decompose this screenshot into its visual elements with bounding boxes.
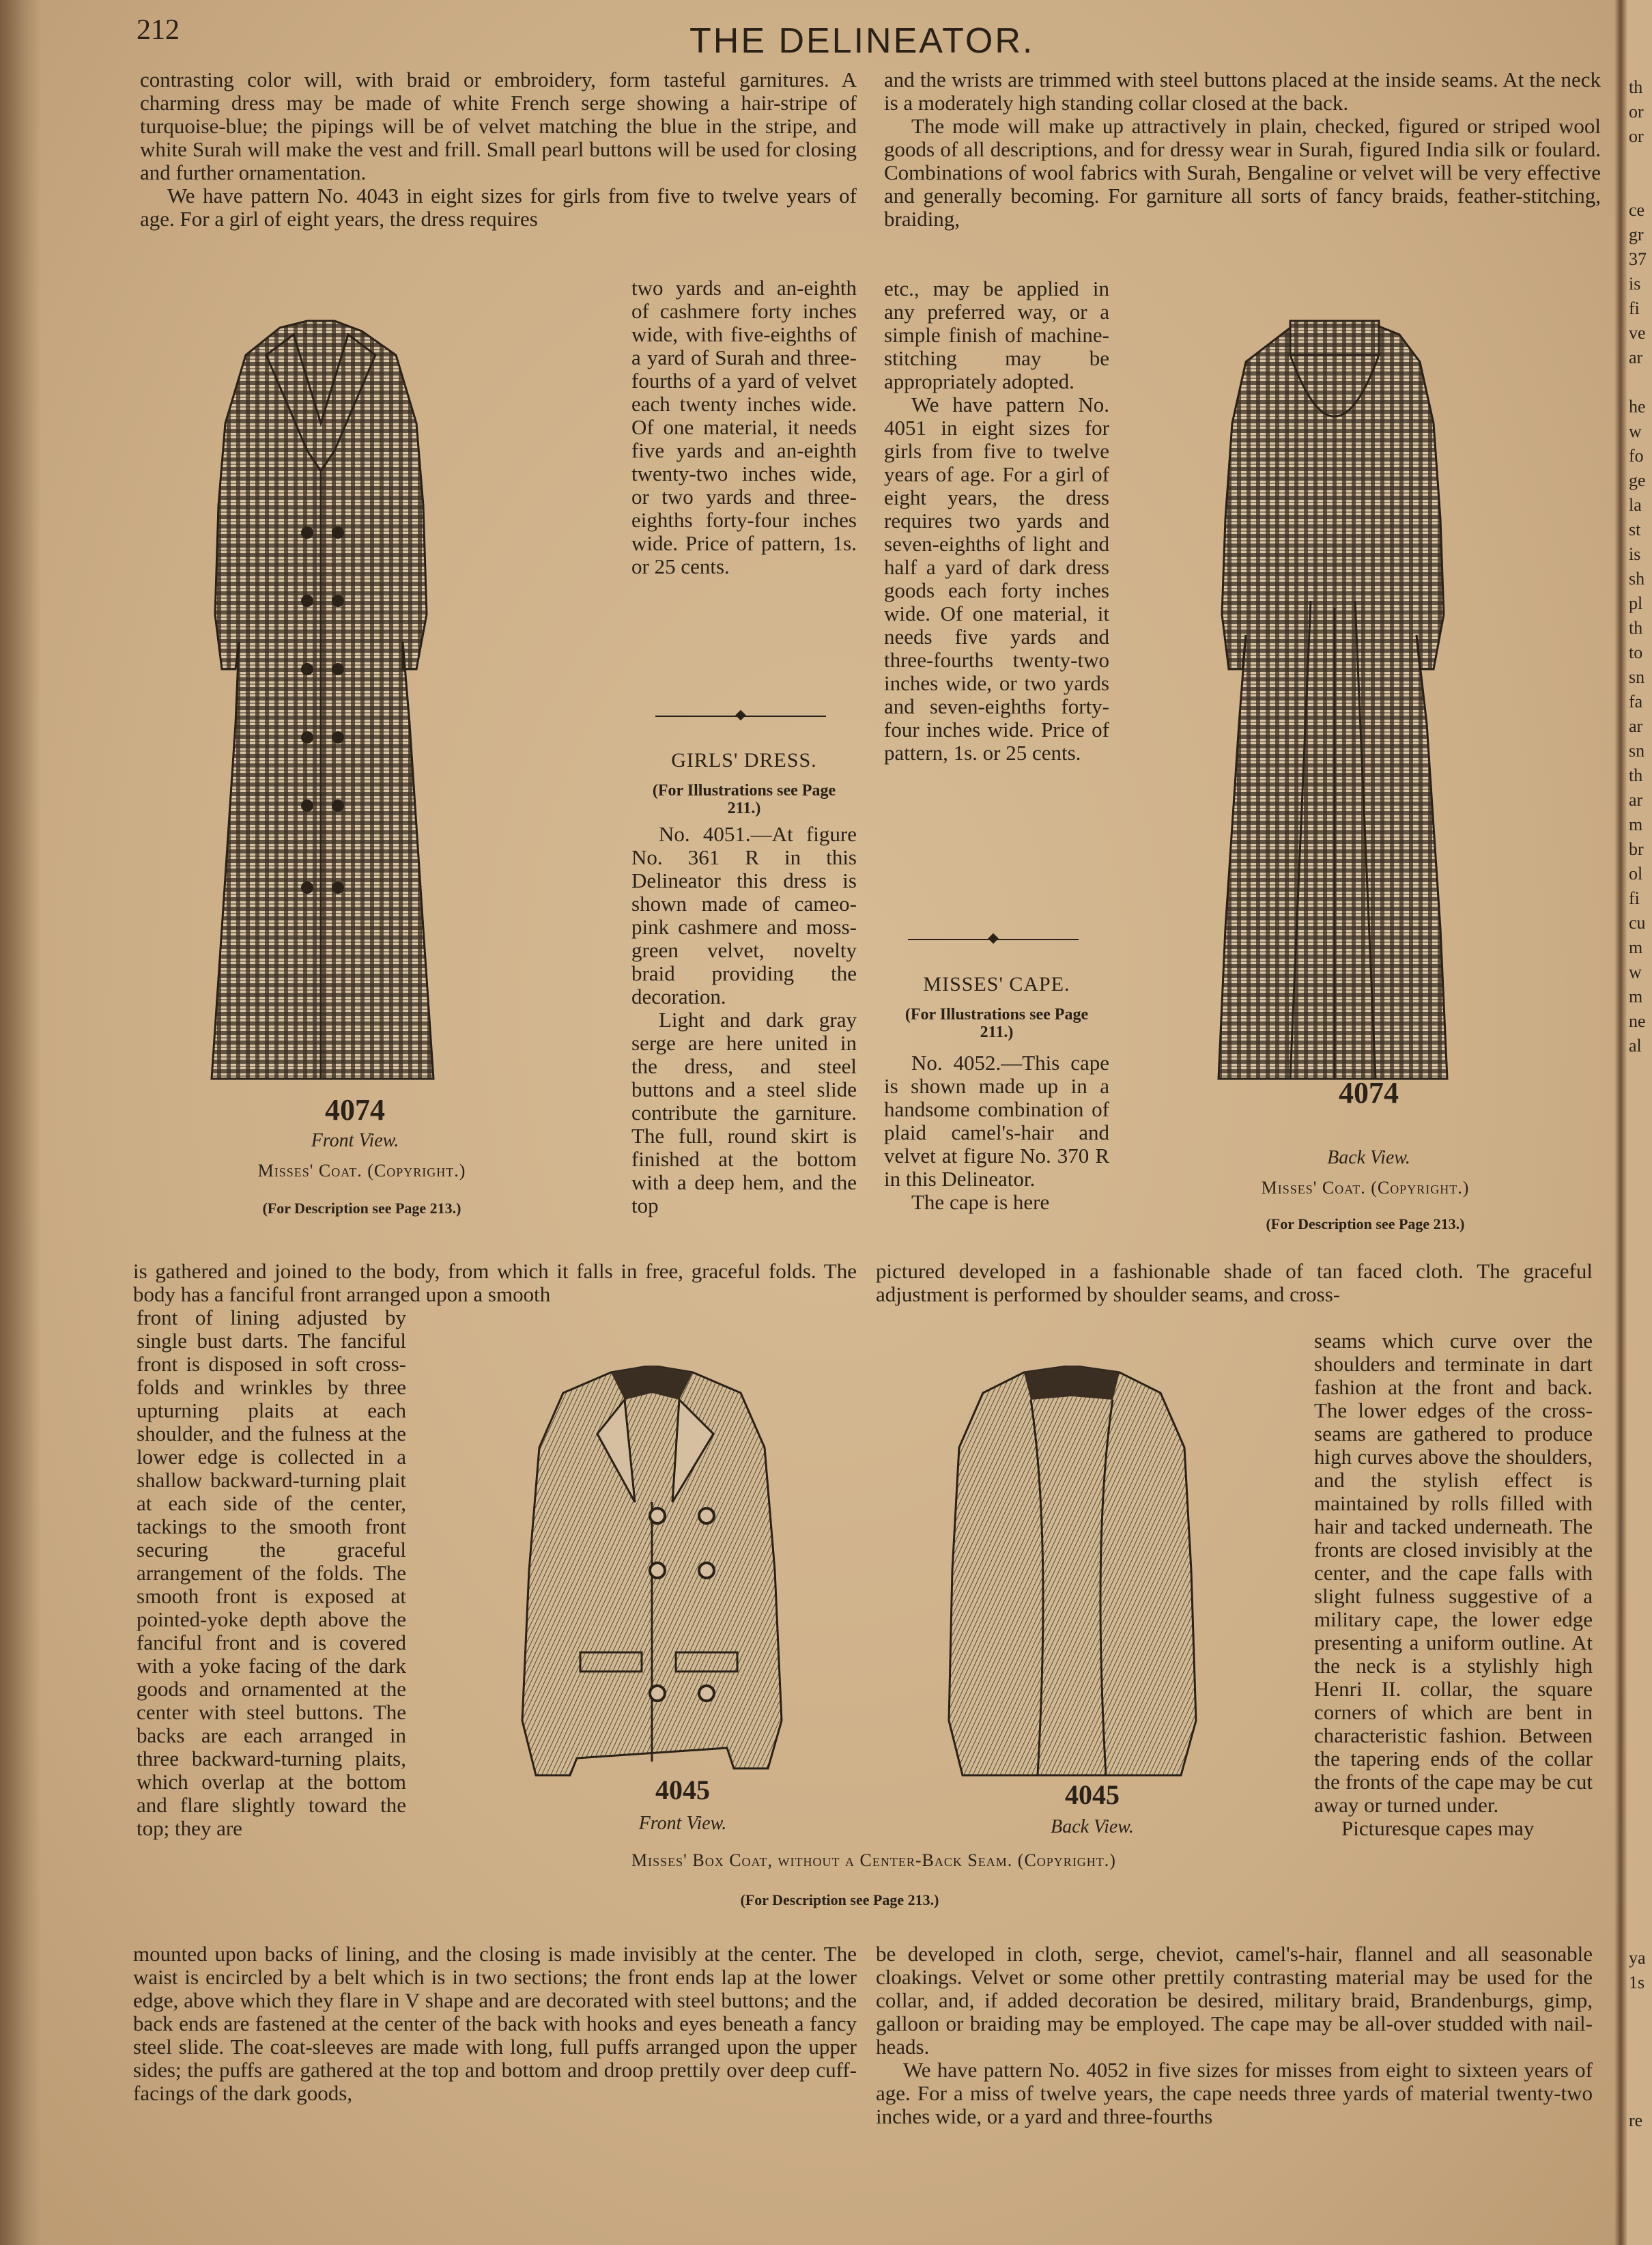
adjacent-page-fragment: ve	[1629, 323, 1646, 343]
box-coat-description-ref: (For Description see Page 213.)	[740, 1891, 939, 1908]
girls-dress-paragraph-1: No. 4051.—At figure No. 361 R in this Delineator this dress is shown made of cameo-pink cashmere and moss-green velvet, novelty braid providing the decoration.	[631, 822, 857, 1008]
mode-paragraph: The mode will make up attractively in plain, checked, figured or striped wool goods of all descriptions, and for dressy wear in Surah, figured India silk or foulard. Combinations of wool fabrics with Surah, Bengaline or velvet will be very effective and generally becoming. For garniture all sorts of fancy braids, feather-stitching, braiding,	[884, 114, 1601, 231]
cape-description-bottom	[876, 1943, 1593, 2128]
adjacent-page-fragment: 37	[1629, 249, 1647, 269]
adjacent-page-fragments	[1629, 75, 1647, 1058]
cape-description-wide: pictured developed in a fashionable shade of tan faced cloth. The graceful adjustment is performed by shoulder seams, and cross-	[876, 1259, 1593, 1306]
adjacent-page-fragment	[1629, 173, 1647, 198]
misses-cape-subhead: (For Illustrations see Page 211.)	[905, 1006, 1089, 1041]
adjacent-page-fragment: sh	[1629, 569, 1645, 589]
section-divider	[655, 716, 826, 717]
dress-4043-requirements: two yards and an-eighth of cashmere forty inches wide, with five-eighths of a yard of Surah and three-fourths of a yard of velvet each twenty inches wide. Of one material, it needs five yards and an-eighth twenty-two inches wide, or two yards and three-eighths forty-four inches wide. Price of pattern, 1s. or 25 cents.	[631, 276, 857, 578]
box-coat-front-view-label: Front View.	[638, 1813, 727, 1834]
girls-dress-subhead: (For Illustrations see Page 211.)	[652, 782, 836, 817]
coat-back-view-label: Back View.	[1327, 1147, 1410, 1168]
adjacent-page-fragment: cu	[1629, 913, 1646, 933]
adjacent-page-fragment: ge	[1629, 470, 1646, 490]
garniture-paragraph: etc., may be applied in any preferred way, or a simple finish of machine-stitching may be appropriately adopted.	[884, 277, 1109, 393]
adjacent-page-fragment: 1s	[1629, 1973, 1645, 1992]
box-coat-front-illustration	[515, 1366, 788, 1782]
adjacent-page-fragment: fa	[1629, 692, 1643, 711]
adjacent-page-fragment: ar	[1629, 348, 1643, 367]
adjacent-page-fragment: ne	[1629, 1011, 1646, 1031]
adjacent-page-fragments-lower	[1629, 1946, 1646, 1995]
coat-back-description-ref: (For Description see Page 213.)	[1266, 1215, 1465, 1232]
adjacent-page-fragment: m	[1629, 987, 1643, 1006]
cape-narrow-paragraph: seams which curve over the shoulders and terminate in dart fashion at the front and back. The lower edges of the cross-seams are gathered to produce high curves above the shoulders, and the stylish effect is maintained by rolls filled with hair and tacked underneath. The fronts are closed invisibly at the center, and the cape falls with slight fulness suggestive of a military cape, the lower edge presenting a uniform outline. At the neck is a stylishly high Henri II. collar, the square corners of which are bent in characteristic fashion. Between the tapering ends of the collar the fronts of the cape may be cut away or turned under.	[1314, 1329, 1593, 1817]
adjacent-page-fragment: ol	[1629, 864, 1643, 884]
misses-cape-body	[884, 1051, 1109, 1214]
cape-description-narrow	[1314, 1329, 1593, 1840]
coat-front-illustration	[198, 314, 444, 1099]
adjacent-page-fragment: th	[1629, 765, 1643, 785]
adjacent-page-fragment: is	[1629, 274, 1641, 294]
dress-description-bottom: mounted upon backs of lining, and the closing is made invisibly at the center. The waist is encircled by a belt which is in two sections; the front ends lap at the lower edge, above which they flare in V shape and are decorated with steel buttons; and the back ends are fastened at the center of the back with hooks and eyes beneath a fancy steel slide. The coat-sleeves are made with long, full puffs arranged upon the upper sides; the puffs are gathered at the top and bottom and droop prettily over deep cuff-facings of the dark goods,	[133, 1942, 857, 2105]
adjacent-page-fragment: gr	[1629, 225, 1644, 244]
adjacent-page-fragment: th	[1629, 77, 1643, 97]
dress-description-narrow: front of lining adjusted by single bust darts. The fanciful front is disposed in soft cross-folds and wrinkles by three upturning plaits at each shoulder, and the fulness at the lower edge is collected in a shallow backward-turning plait at each side of the center, tackings to the smooth front securing the graceful arrangement of the folds. The smooth front is exposed at pointed-yoke depth above the fanciful front and is covered with a yoke facing of the dark goods and ornamented at the center with steel buttons. The backs are each arranged in three backward-turning plaits, which overlap at the bottom and flare slightly toward the top; they are	[137, 1305, 406, 1840]
adjacent-page-fragment: is	[1629, 544, 1641, 564]
coat-front-caption: Misses' Coat. (Copyright.)	[257, 1161, 466, 1181]
paragraph-contrasting: contrasting color will, with braid or embroidery, form tasteful garnitures. A charming dress may be made of white French serge showing a hair-stripe of turquoise-blue; the pipings will be of velvet matching the blue in the stripe, and white Surah will make the vest and frill. Small pearl buttons will be used for closing and further ornamentation.	[140, 68, 857, 184]
adjacent-page-fragment: fi	[1629, 888, 1640, 908]
coat-front-figure-number: 4074	[325, 1093, 385, 1127]
adjacent-page-fragment: w	[1629, 421, 1642, 441]
adjacent-page-fragment	[1629, 370, 1647, 395]
girls-dress-heading: GIRLS' DRESS.	[671, 749, 817, 772]
adjacent-page-fragment: he	[1629, 397, 1646, 416]
box-coat-back-illustration	[942, 1366, 1201, 1782]
page-number: 212	[137, 14, 180, 46]
box-coat-caption: Misses' Box Coat, without a Center-Back Seam. (Copyright.)	[631, 1850, 1116, 1870]
misses-cape-paragraph-1: No. 4052.—This cape is shown made up in a handsome combination of plaid camel's-hair and velvet at figure No. 370 R in this Delineator.	[884, 1051, 1109, 1191]
adjacent-page-fragment: pl	[1629, 593, 1643, 613]
adjacent-page-fragment: to	[1629, 643, 1643, 662]
running-head: THE DELINEATOR.	[689, 21, 1035, 61]
adjacent-page-fragment: sn	[1629, 667, 1645, 687]
pattern-4051-paragraph: We have pattern No. 4051 in eight sizes for girls from five to twelve years of age. For a girl of eight years, the dress requires two yards and seven-eighths of light and half a yard of dark dress goods each forty inches wide. Of one material, it needs five yards and three-fourths twenty-two inches wide, or two yards and seven-eighths forty-four inches wide. Price of pattern, 1s. or 25 cents.	[884, 393, 1109, 765]
cape-materials-paragraph: be developed in cloth, serge, cheviot, camel's-hair, flannel and all seasonable cloakings. Velvet or some other prettily contrasting material may be used for the collar, and, if added decoration be desired, military braid, Brandenburgs, gimp, galloon or braiding may be employed. The cape may be all-over studded with nail-heads.	[876, 1942, 1593, 2059]
sleeve-paragraph: and the wrists are trimmed with steel buttons placed at the inside seams. At the neck is a moderately high standing collar closed at the back.	[884, 68, 1601, 115]
pattern-4052-paragraph: We have pattern No. 4052 in five sizes for misses from eight to sixteen years of age. For a miss of twelve years, the cape needs three yards of material twenty-two inches wide, or a yard and three-fourths	[876, 2058, 1593, 2128]
adjacent-page-fragment: m	[1629, 937, 1643, 957]
adjacent-page-fragment: or	[1629, 102, 1644, 122]
section-divider-2	[908, 939, 1079, 940]
box-coat-front-figure-number: 4045	[655, 1775, 710, 1805]
adjacent-page-fragment: ar	[1629, 790, 1643, 810]
cape-narrow-paragraph-2: Picturesque capes may	[1341, 1816, 1535, 1840]
adjacent-page-fragment: fi	[1629, 298, 1640, 318]
column-1-top-text	[140, 68, 857, 231]
adjacent-page-fragment: m	[1629, 815, 1643, 834]
adjacent-page-fragment-last: re	[1629, 2110, 1643, 2130]
column-2-narrow-text	[884, 277, 1109, 765]
adjacent-page-fragment: br	[1629, 839, 1644, 859]
coat-back-figure-number: 4074	[1339, 1076, 1399, 1110]
girls-dress-paragraph-2: Light and dark gray serge are here united in the dress, and steel buttons and a steel slide contribute the garniture. The full, round skirt is finished at the bottom with a deep hem, and the top	[631, 1008, 857, 1217]
adjacent-page-fragment	[1629, 149, 1647, 173]
misses-cape-paragraph-2-start: The cape is here	[911, 1190, 1050, 1214]
box-coat-back-view-label: Back View.	[1051, 1816, 1134, 1837]
coat-front-description-ref: (For Description see Page 213.)	[262, 1200, 461, 1217]
girls-dress-body	[631, 823, 857, 1217]
adjacent-page-fragment: sn	[1629, 741, 1645, 761]
adjacent-page-fragment: or	[1629, 126, 1644, 146]
column-2-top-text	[884, 68, 1601, 231]
coat-front-view-label: Front View.	[311, 1130, 399, 1151]
book-spine-shadow	[0, 0, 41, 2245]
adjacent-page-fragment: w	[1629, 962, 1642, 982]
adjacent-page-fragment: fo	[1629, 446, 1644, 466]
box-coat-back-figure-number: 4045	[1065, 1779, 1120, 1810]
adjacent-page-fragment: st	[1629, 520, 1641, 539]
adjacent-page-fragment: ce	[1629, 200, 1645, 220]
page-gutter-shadow	[1614, 0, 1627, 2245]
adjacent-page-fragment: th	[1629, 618, 1643, 638]
paragraph-pattern-4043-start: We have pattern No. 4043 in eight sizes for girls from five to twelve years of age. For a girl of eight years, the dress requires	[140, 184, 857, 231]
adjacent-page-fragment: ar	[1629, 716, 1643, 736]
dress-description-wide: is gathered and joined to the body, from which it falls in free, graceful folds. The body has a fanciful front arranged upon a smooth	[133, 1259, 857, 1306]
coat-back-illustration	[1208, 314, 1454, 1099]
adjacent-page-fragment: al	[1629, 1036, 1642, 1056]
coat-back-caption: Misses' Coat. (Copyright.)	[1261, 1178, 1470, 1198]
adjacent-page-fragment: la	[1629, 495, 1642, 515]
adjacent-page-fragment: ya	[1629, 1948, 1646, 1968]
misses-cape-heading: MISSES' CAPE.	[923, 973, 1070, 996]
